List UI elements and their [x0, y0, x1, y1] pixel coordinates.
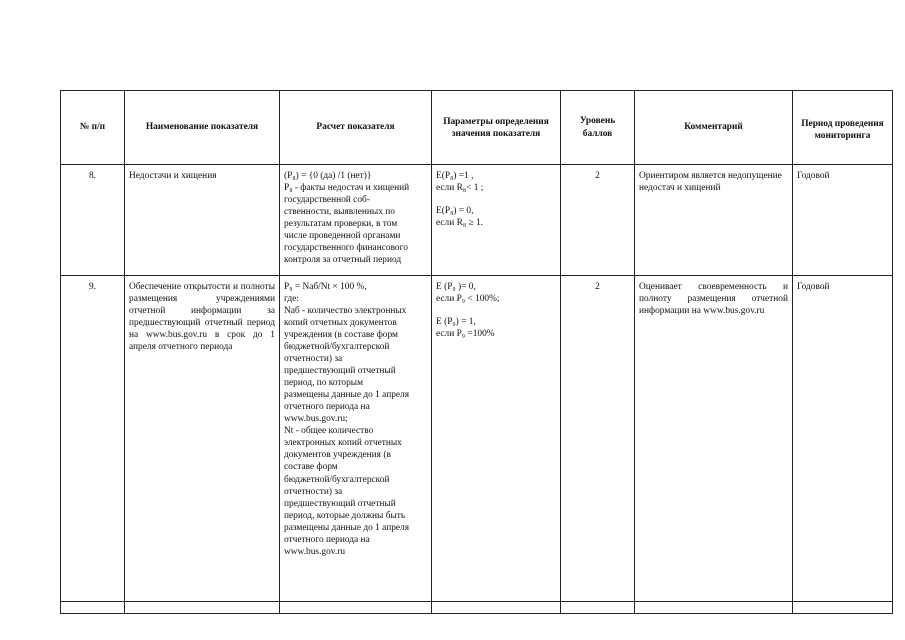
- row9-calc-line: бюджетной/бухгалтерской: [284, 342, 390, 353]
- row9-calc-line: размещены данные до 1 апреля: [284, 522, 410, 533]
- header-num: № п/п: [61, 91, 125, 165]
- row9-calc-line: предшествующий отчетный: [284, 366, 396, 377]
- row9-level: 2: [561, 276, 635, 614]
- row8-calc-line: P₈ - факты недостач и хищений: [284, 183, 410, 194]
- header-params: Параметры определения значения показателя: [432, 91, 561, 165]
- row8-calc-line: числе проведенной органами: [284, 231, 401, 242]
- row8-calc-line: контроля за отчетный период: [284, 255, 402, 266]
- row8-param-line: E(P₈) = 0,: [436, 206, 474, 217]
- row9-calc: [280, 276, 432, 614]
- row9-calc-line: Nt - общее количество: [284, 426, 374, 437]
- row8-period: Годовой: [793, 165, 893, 276]
- row9-param-line: если P₉ =100%: [436, 329, 495, 340]
- row9-calc-line: копий отчетных документов: [284, 318, 397, 329]
- row8-calc-line: ственности, выявленных по: [284, 207, 395, 218]
- row9-calc-line: учреждения (в составе форм: [284, 330, 398, 341]
- row9-param-line: если P₉ < 100%;: [436, 294, 500, 305]
- header-calc: Расчет показателя: [280, 91, 432, 165]
- row9-calc-line: www.bus.gov.ru;: [284, 414, 348, 425]
- row9-calc-line: документов учреждения (в: [284, 450, 391, 461]
- row8-param-gap: [436, 194, 556, 205]
- row8-param-line: если R₈< 1 ;: [436, 183, 484, 194]
- row9-calc-line: период, по которым: [284, 378, 364, 389]
- row8-calc-line: государственного финансового: [284, 243, 408, 254]
- row8-level: 2: [561, 165, 635, 276]
- row8-calc: [280, 165, 432, 276]
- row9-params: [432, 276, 561, 614]
- row9-calc-line: где:: [284, 294, 299, 305]
- table-row: [61, 276, 893, 614]
- header-comment: Комментарий: [635, 91, 793, 165]
- header-level: Уровень баллов: [561, 91, 635, 165]
- row9-calc-line: P₉ = Nаб/Nt × 100 %,: [284, 282, 367, 292]
- table-header-row: [61, 91, 893, 165]
- row9-param-gap: [436, 305, 556, 316]
- row9-period: Годовой: [793, 276, 893, 614]
- row9-param-line: E (P₉ )= 0,: [436, 282, 476, 292]
- row9-calc-line: электронных копий отчетных: [284, 438, 402, 449]
- row8-params: [432, 165, 561, 276]
- table-row: [61, 165, 893, 276]
- row9-calc-line: отчетного периода на: [284, 402, 370, 413]
- header-name: Наименование показателя: [125, 91, 280, 165]
- row9-calc-line: отчетности) за: [284, 354, 343, 365]
- row9-calc-line: составе форм: [284, 462, 338, 473]
- row9-calc-line: Nаб - количество электронных: [284, 306, 407, 317]
- row9-name: Обеспечение открытости и полноты размещения учреждениями отчетной информации за предшествующий отчетный период на www.bus.gov.ru в срок до 1 апреля отчетного периода: [125, 276, 280, 614]
- row9-calc-line: отчетного периода на: [284, 534, 370, 545]
- row9-calc-line: www.bus.gov.ru: [284, 546, 346, 557]
- row8-param-line: если R₈ ≥ 1.: [436, 218, 483, 229]
- row8-calc-line: государственной соб-: [284, 195, 370, 206]
- row9-num: 9.: [61, 276, 125, 614]
- row9-comment: Оценивает своевременность и полноту размещения отчетной информации на www.bus.gov.ru: [635, 276, 793, 614]
- row8-calc-line: (P₈) = {0 (да) /1 (нет)}: [284, 171, 372, 181]
- row9-calc-line: размещены данные до 1 апреля: [284, 390, 410, 401]
- row8-param-line: E(P₈) =1 ,: [436, 171, 474, 181]
- header-period: Период проведения мониторинга: [793, 91, 893, 165]
- table-bottom-border: [60, 601, 892, 602]
- row9-calc-line: отчетности) за: [284, 486, 343, 497]
- row9-param-line: E (P₉) = 1,: [436, 317, 476, 328]
- row8-calc-line: результатам проверки, в том: [284, 219, 398, 230]
- row8-comment: Ориентиром является недопущение недостач и хищений: [635, 165, 793, 276]
- indicators-table: [60, 90, 893, 614]
- row9-calc-line: бюджетной/бухгалтерской: [284, 474, 390, 485]
- row8-name: Недостачи и хищения: [125, 165, 280, 276]
- row8-num: 8.: [61, 165, 125, 276]
- row9-calc-line: предшествующий отчетный: [284, 498, 396, 509]
- row9-calc-line: период, которые должны быть: [284, 510, 406, 521]
